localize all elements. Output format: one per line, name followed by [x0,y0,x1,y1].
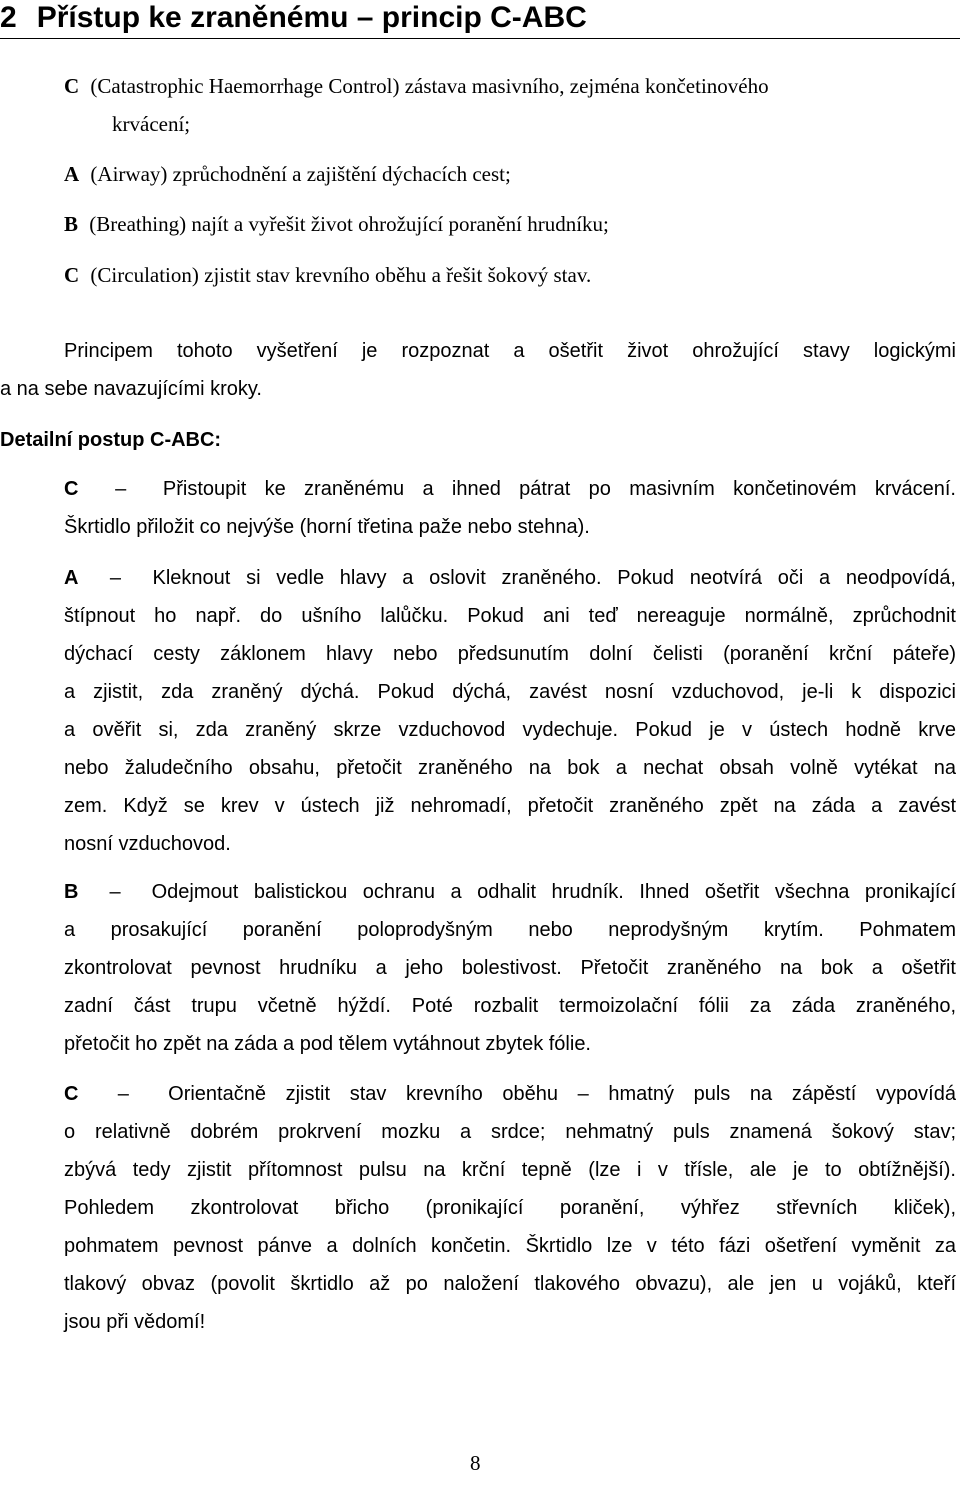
step-c-haemorrhage [64,470,956,546]
paragraph-line: B – Odejmout balistickou ochranu a odhalit hrudník. Ihned ošetřit všechna pronikající [64,881,956,903]
list-item [64,205,609,243]
chapter-title: Přístup ke zraněnému – princip C-ABC [36,1,587,34]
list-text: (Circulation) zjistit stav krevního oběhu a řešit šokový stav. [90,263,592,287]
paragraph-line: zkontrolovat pevnost hrudníku a jeho bolestivost. Přetočit zraněného na bok a ošetřit [64,957,956,979]
paragraph-line: nosní vzduchovod. [64,833,231,855]
heading-rule [0,38,960,39]
section-heading: Detailní postup C-ABC: [0,429,222,451]
paragraph-line: přetočit ho zpět na záda a pod tělem vytáhnout zbytek fólie. [64,1033,591,1055]
paragraph-line: zbývá tedy zjistit přítomnost pulsu na krční tepně (lze i v třísle, ale je to obtížnější). [64,1159,956,1181]
paragraph-line: zem. Když se krev v ústech již nehromadí, přetočit zraněného zpět na záda a zavést [64,795,956,817]
chapter-number: 2 [0,1,17,34]
chapter-heading [0,0,587,36]
paragraph-line: pohmatem pevnost pánve a dolních končetin. Škrtidlo lze v této fázi ošetření vyměnit za [64,1235,956,1257]
paragraph-line: Pohledem zkontrolovat břicho (pronikající poranění, výhřez střevních kliček), [64,1197,956,1219]
paragraph-line: nebo žaludečního obsahu, přetočit zraněného na bok a nechat obsah volně vytékat na [64,757,956,779]
paragraph-line: a zjistit, zda zraněný dýchá. Pokud dýchá, zavést nosní vzduchovod, je-li k dispozici [64,681,956,703]
step-letter: C [64,1083,79,1105]
list-text: (Catastrophic Haemorrhage Control) zástava masivního, zejména končetinového [90,74,769,98]
step-a-airway [64,559,956,863]
paragraph-line: C – Přistoupit ke zraněnému a ihned pátrat po masivním končetinovém krvácení. [64,478,956,500]
step-letter: C [64,478,79,500]
paragraph-line: a prosakující poranění poloprodyšným nebo neprodyšným krytím. Pohmatem [64,919,956,941]
paragraph-line: A – Kleknout si vedle hlavy a oslovit zraněného. Pokud neotvírá oči a neodpovídá, [64,567,956,589]
list-letter: B [64,212,79,236]
step-c-circulation [64,1075,956,1341]
step-letter: B [64,881,79,903]
paragraph-line: jsou při vědomí! [64,1311,206,1333]
paragraph-line: Škrtidlo přiložit co nejvýše (horní třetina paže nebo stehna). [64,516,590,538]
list-text: (Breathing) najít a vyřešit život ohrožující poranění hrudníku; [89,212,609,236]
list-letter: C [64,74,80,98]
paragraph-line: tlakový obvaz (povolit škrtidlo až po naložení tlakového obvazu), ale jen u vojáků, kteří [64,1273,956,1295]
page-number: 8 [470,1451,481,1475]
paragraph-line: zadní část trupu včetně hýždí. Poté rozbalit termoizolační fólii za záda zraněného, [64,995,956,1017]
list-letter: C [64,263,80,287]
paragraph-line: C – Orientačně zjistit stav krevního oběhu – hmatný puls na zápěstí vypovídá [64,1083,956,1105]
paragraph-line: a na sebe navazujícími kroky. [0,378,262,400]
list-item [64,256,591,294]
paragraph-line: dýchací cesty záklonem hlavy nebo předsunutím dolní čelisti (poranění krční páteře) [64,643,956,665]
paragraph-line: o relativně dobrém prokrvení mozku a srdce; nehmatný puls znamená šokový stav; [64,1121,956,1143]
paragraph-line: Principem tohoto vyšetření je rozpoznat a ošetřit život ohrožující stavy logickými [64,340,956,362]
list-item [64,67,769,105]
step-b-breathing [64,873,956,1063]
paragraph-line: štípnout ho např. do ušního lalůčku. Pokud ani teď nereaguje normálně, zprůchodnit [64,605,956,627]
paragraph-line: a ověřit si, zda zraněný skrze vzduchovod vydechuje. Pokud je v ústech hodně krve [64,719,956,741]
principle-paragraph [0,332,956,408]
list-text: (Airway) zprůchodnění a zajištění dýchacích cest; [90,162,511,186]
list-item [64,155,511,193]
list-item-continuation: krvácení; [112,112,191,136]
list-letter: A [64,162,80,186]
step-letter: A [64,567,79,589]
